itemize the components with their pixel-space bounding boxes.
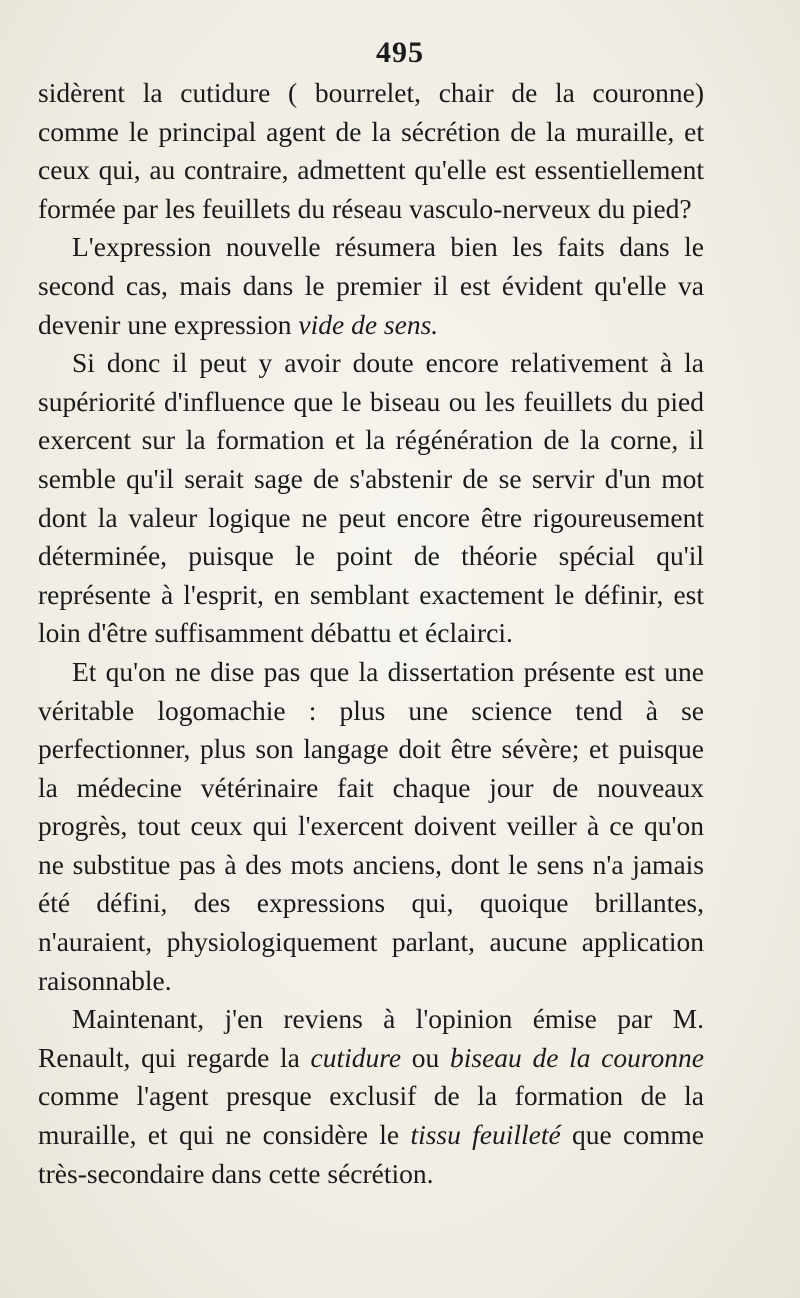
paragraph <box>38 344 704 653</box>
italic-text: biseau de la couronne <box>449 1041 704 1073</box>
text-segment: que comme très-secondaire dans cette sécrétion. <box>38 1119 704 1189</box>
page-number: 495 <box>376 36 424 69</box>
paragraph <box>38 228 704 344</box>
paragraph <box>38 74 704 228</box>
text-segment: comme l'agent presque exclusif de la formation de la muraille, et qui ne considère le <box>38 1080 704 1151</box>
text-segment: sidèrent la cutidure ( bourrelet, chair de la couronne) comme le principal agent de la sécrétion de la muraille, et ceux qui, au contraire, admettent qu'elle est essentiellement formée par les feuillets du réseau vasculo-nerveux du pied? <box>38 77 704 224</box>
text-segment: Et qu'on ne dise pas que la dissertation présente est une véritable logomachie : plus une science tend à se perfectionner, plus son langage doit être sévère; et puisque la médecine vétérinaire fait chaque jour de nouveaux progrès, tout ceux qui l'exercent doivent veiller à ce qu'on ne substitue pas à des mots anciens, dont le sens n'a jamais été défini, des expressions qui, quoique brillantes, n'auraient, physiologiquement parlant, aucune application raisonnable. <box>38 655 704 996</box>
paragraph <box>38 653 704 1000</box>
body-text <box>38 74 704 1193</box>
italic-text: tissu feuilleté <box>410 1119 561 1151</box>
text-segment: L'expression nouvelle résumera bien les faits dans le second cas, mais dans le premier il est évident qu'elle va devenir une expression <box>38 231 704 340</box>
text-segment: Si donc il peut y avoir doute encore relativement à la supériorité d'influence que le biseau ou les feuillets du pied exercent sur la formation et la régénération de la corne, il semble qu'il serait sage de s'abstenir de se servir d'un mot dont la valeur logique ne peut encore être rigoureusement déterminée, puisque le point de théorie spécial qu'il représente à l'esprit, en semblant exactement le définir, est loin d'être suffisamment débattu et éclairci. <box>38 347 704 649</box>
italic-text: cutidure <box>310 1041 402 1073</box>
text-segment: Maintenant, j'en reviens à l'opinion émise par M. Renault, qui regarde la <box>38 1003 704 1073</box>
italic-text: vide de sens. <box>298 308 439 340</box>
paragraph <box>38 1000 704 1193</box>
text-segment: ou <box>401 1041 450 1073</box>
